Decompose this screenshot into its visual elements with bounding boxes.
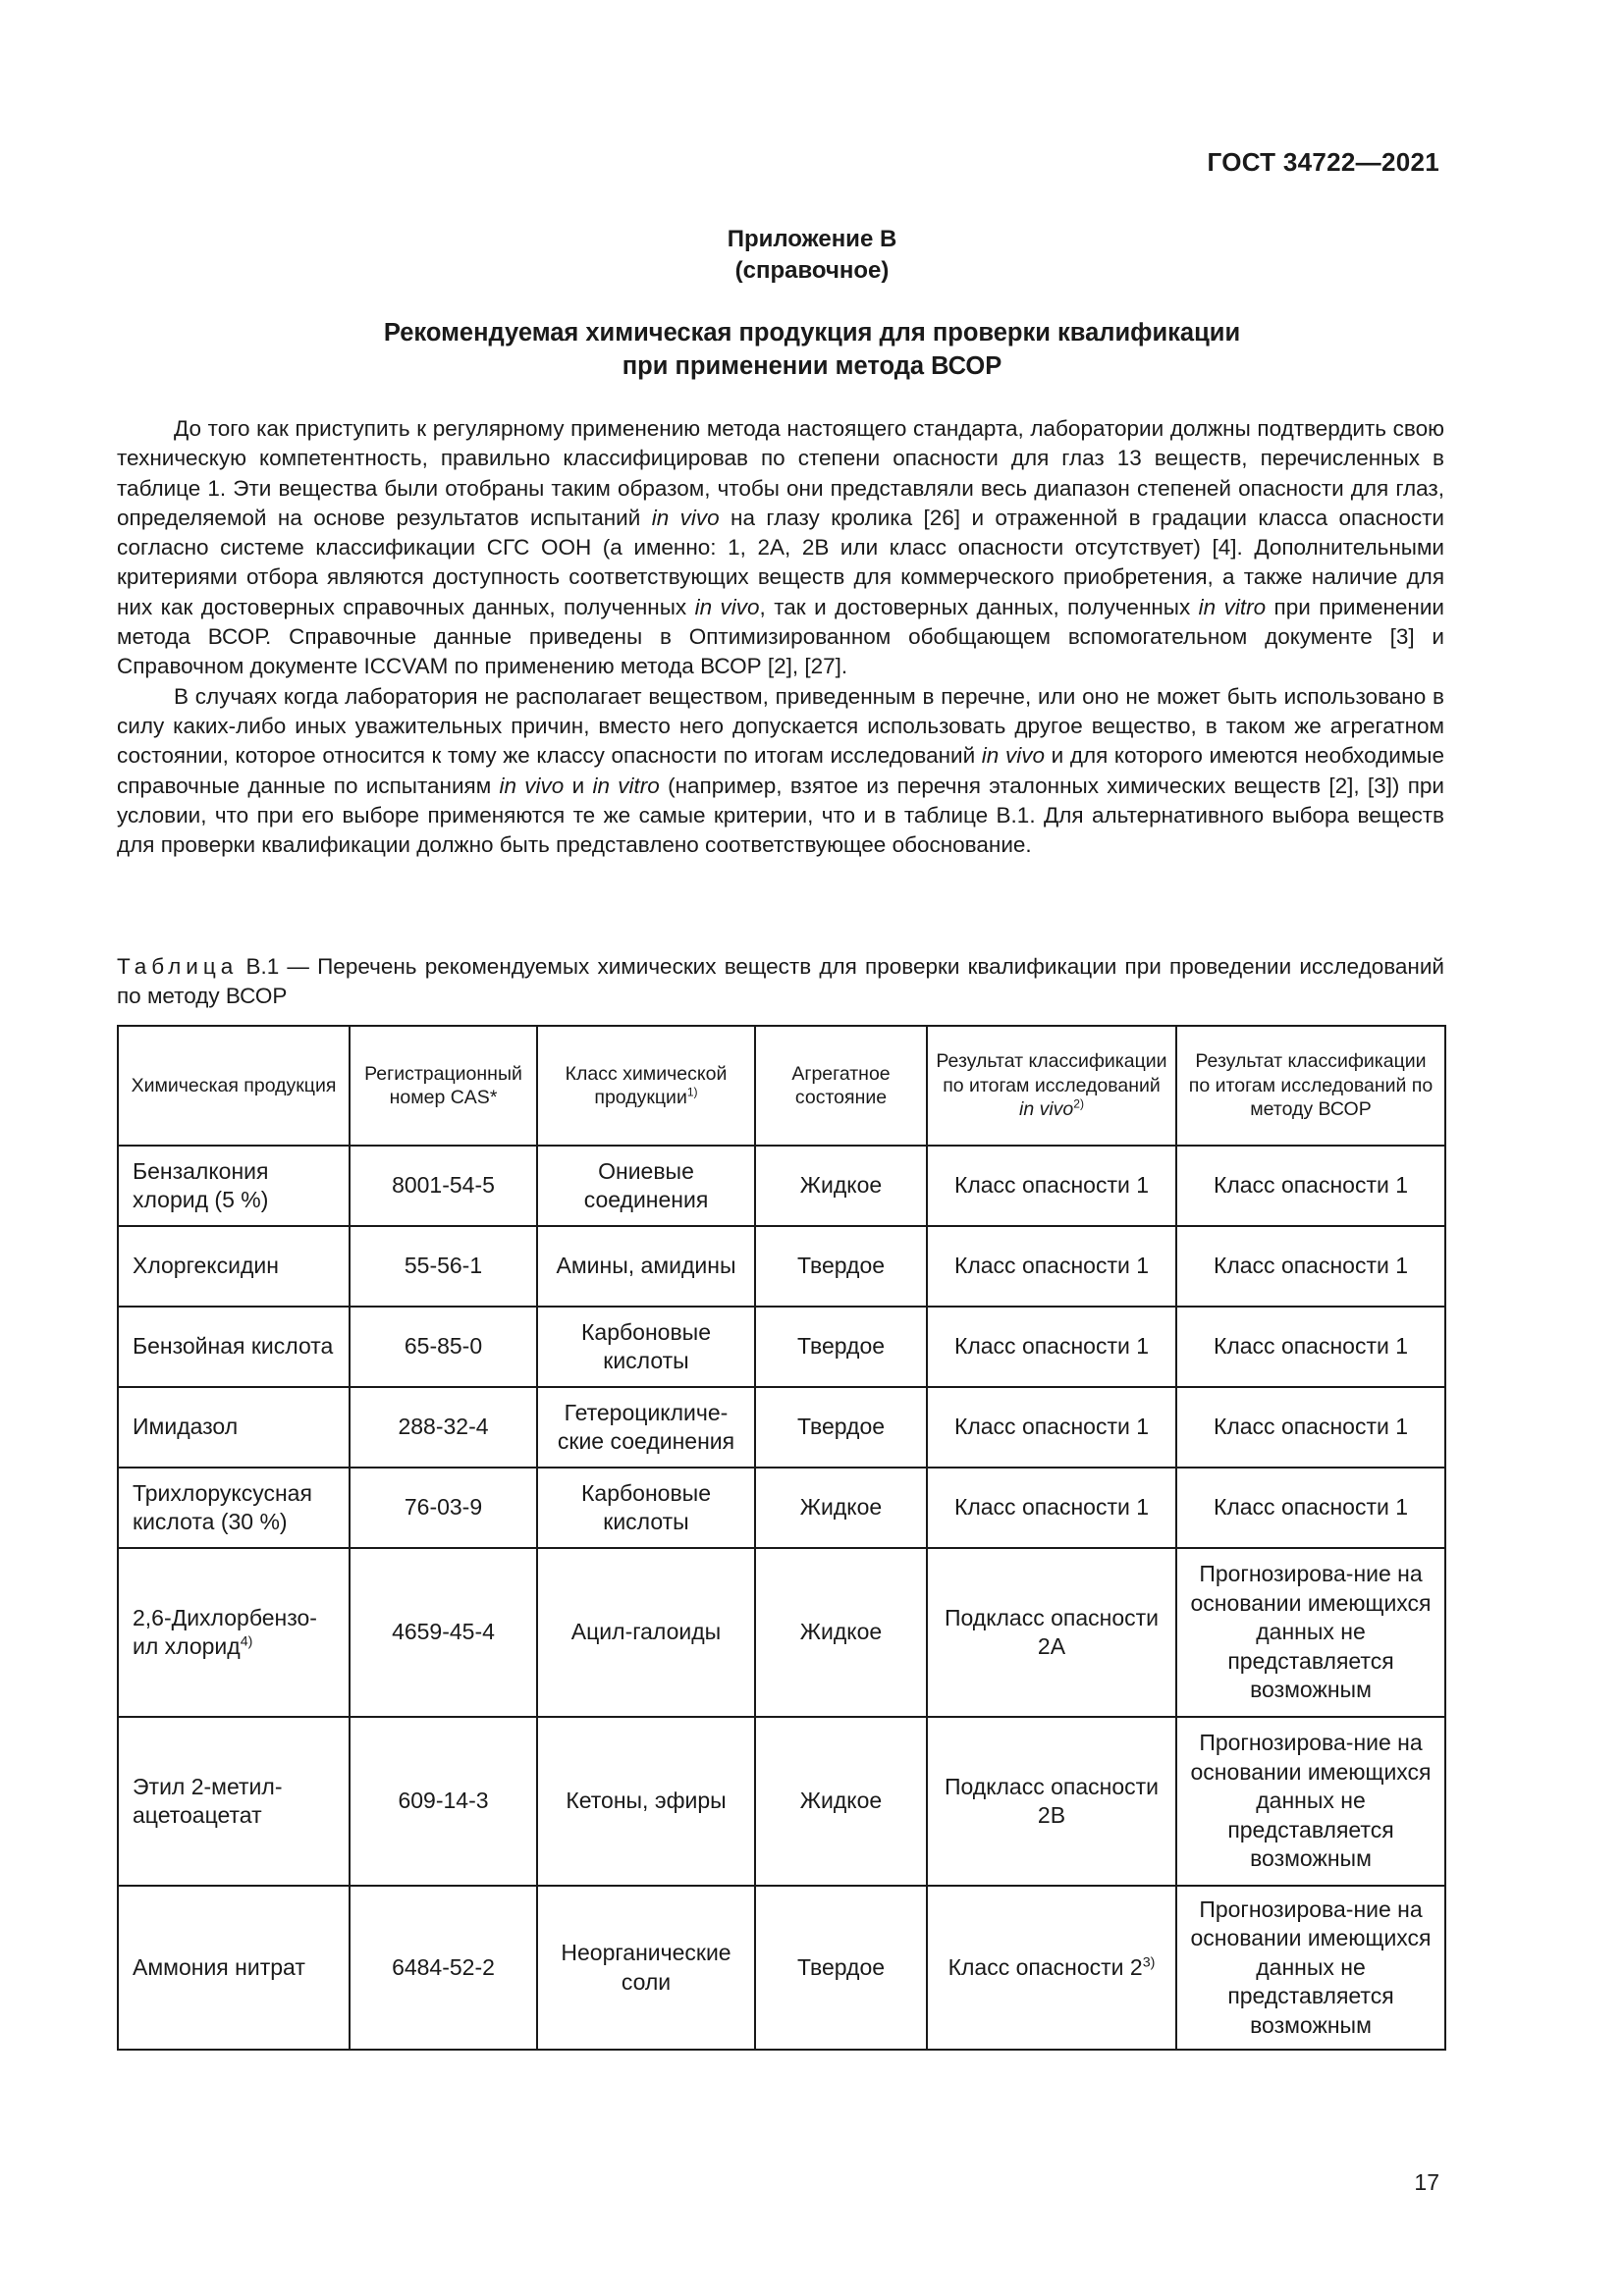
cell-in-vivo: Подкласс опасности 2А — [927, 1548, 1176, 1717]
section-title-line-1: Рекомендуемая химическая продукция для проверки квалификации — [383, 319, 1241, 347]
cell-state: Твердое — [755, 1307, 927, 1387]
header-chemical-class-text: Класс химической продукции — [565, 1062, 728, 1108]
paragraph-2 — [117, 682, 1444, 861]
text-run: (например, взятое из перечня эталонных химических веществ [2], [3]) при условии, что при его выборе применяются те же самые критерии, что и в таблице В.1. Для альтернативного выбора веществ для проверки квалификации должно быть представлено соответствующее обоснование. — [117, 773, 1444, 858]
cell-class: Ацил-галоиды — [537, 1548, 755, 1717]
cell-bcop: Прогнозирова-ние на основании имеющихся данных не представляется возможным — [1176, 1717, 1445, 1886]
cell-state: Твердое — [755, 1886, 927, 2050]
cell-class: Карбоновые кислоты — [537, 1307, 755, 1387]
cell-state: Жидкое — [755, 1717, 927, 1886]
cell-class: Карбоновые кислоты — [537, 1468, 755, 1548]
footnote-ref: 1) — [686, 1085, 698, 1099]
header-in-vivo-text: Результат классификации по итогам исследований — [936, 1050, 1167, 1096]
table-caption — [117, 952, 1444, 1011]
footnote-ref: 2) — [1073, 1096, 1085, 1111]
italic-term: in vivo — [981, 743, 1045, 769]
cell-cas: 55-56-1 — [350, 1226, 537, 1307]
italic-term: in vivo — [1018, 1098, 1074, 1121]
page-number: 17 — [1414, 2169, 1439, 2195]
cell-bcop: Класс опасности 1 — [1176, 1226, 1445, 1307]
cell-cas: 4659-45-4 — [350, 1548, 537, 1717]
cell-class: Гетероцикличе-ские соединения — [537, 1387, 755, 1468]
italic-term: in vivo — [694, 594, 760, 619]
table-row — [118, 1548, 1445, 1717]
cell-in-vivo: Класс опасности 1 — [927, 1146, 1176, 1226]
cell-class: Кетоны, эфиры — [537, 1717, 755, 1886]
italic-term: in vitro — [1198, 594, 1267, 619]
text-run: при применении метода ВСОР. Справочные данные приведены в Оптимизированном обобщающем вспомогательном документе [3] и Справочном документе ICCVAM по применению метода ВСОР [2], [27]. — [117, 594, 1444, 679]
appendix-heading — [0, 224, 1624, 287]
cell-state: Твердое — [755, 1387, 927, 1468]
cell-state: Жидкое — [755, 1468, 927, 1548]
cell-state: Жидкое — [755, 1548, 927, 1717]
cell-bcop: Класс опасности 1 — [1176, 1307, 1445, 1387]
cell-bcop: Класс опасности 1 — [1176, 1146, 1445, 1226]
italic-term: in vivo — [651, 505, 720, 530]
cell-bcop: Прогнозирова-ние на основании имеющихся данных не представляется возможным — [1176, 1886, 1445, 2050]
chemical-name-text: 2,6-Дихлорбензо-ил хлорид — [133, 1604, 317, 1659]
cell-in-vivo: Класс опасности 1 — [927, 1387, 1176, 1468]
cell-in-vivo: Подкласс опасности 2В — [927, 1717, 1176, 1886]
table-header-row — [118, 1026, 1445, 1146]
table-row — [118, 1226, 1445, 1307]
table-row — [118, 1468, 1445, 1548]
cell-in-vivo: Класс опасности 1 — [927, 1226, 1176, 1307]
cell-cas: 65-85-0 — [350, 1307, 537, 1387]
cell-bcop: Класс опасности 1 — [1176, 1468, 1445, 1548]
cell-chemical-name: Аммония нитрат — [118, 1886, 350, 2050]
cell-chemical-name: Бензойная кислота — [118, 1307, 350, 1387]
footnote-ref: 4) — [240, 1633, 253, 1650]
cell-chemical-name: Трихлоруксусная кислота (30 %) — [118, 1468, 350, 1548]
header-chemical-product: Химическая продукция — [118, 1026, 350, 1146]
italic-term: in vivo — [499, 773, 565, 798]
table-row — [118, 1387, 1445, 1468]
table-caption-label: Таблица — [117, 954, 239, 979]
cell-state: Жидкое — [755, 1146, 927, 1226]
cell-chemical-name: Бензалкония хлорид (5 %) — [118, 1146, 350, 1226]
header-chemical-class — [537, 1026, 755, 1146]
cell-cas: 609-14-3 — [350, 1717, 537, 1886]
header-bcop-result: Результат классификации по итогам исследований по методу ВСОР — [1176, 1026, 1445, 1146]
text-run: на глазу кролика [26] и отраженной в градации класса опасности согласно системе классификации СГС ООН (а именно: 1, 2А, 2В или класс опасности отсутствует) [4]. Дополнительными критериями отбора являются доступность соответствующих веществ для коммерческого приобретения, а также наличие для них как достоверных справочных данных, полученных — [117, 505, 1444, 619]
cell-bcop: Класс опасности 1 — [1176, 1387, 1445, 1468]
cell-cas: 8001-54-5 — [350, 1146, 537, 1226]
in-vivo-text: Класс опасности 2 — [947, 1953, 1143, 1980]
cell-chemical-name — [118, 1548, 350, 1717]
cell-cas: 6484-52-2 — [350, 1886, 537, 2050]
cell-state: Твердое — [755, 1226, 927, 1307]
cell-in-vivo: Класс опасности 1 — [927, 1468, 1176, 1548]
table-row — [118, 1717, 1445, 1886]
cell-chemical-name: Имидазол — [118, 1387, 350, 1468]
text-run: В случаях когда лаборатория не располагает веществом, приведенным в перечне, или оно не может быть использовано в силу каких-либо иных уважительных причин, вместо него допускается использовать другое вещество, в таком же агрегатном состоянии, которое относится к тому же классу опасности по итогам исследований — [117, 683, 1444, 769]
cell-cas: 288-32-4 — [350, 1387, 537, 1468]
body-text — [117, 414, 1444, 860]
text-run: До того как приступить к регулярному применению метода настоящего стандарта, лаборатории должны подтвердить свою техническую компетентность, правильно классифицировав по степени опасности для глаз 13 веществ, перечисленных в таблице 1. Эти вещества были отобраны таким образом, чтобы они представляли весь диапазон степеней опасности для глаз, определяемой на основе результатов испытаний — [117, 416, 1444, 530]
table-row — [118, 1307, 1445, 1387]
header-in-vivo-result — [927, 1026, 1176, 1146]
paragraph-1 — [117, 414, 1444, 682]
document-code: ГОСТ 34722—2021 — [1207, 147, 1439, 177]
cell-class: Ониевые соединения — [537, 1146, 755, 1226]
cell-in-vivo: Класс опасности 1 — [927, 1307, 1176, 1387]
header-physical-state: Агрегатное состояние — [755, 1026, 927, 1146]
cell-chemical-name: Этил 2-метил-ацетоацетат — [118, 1717, 350, 1886]
substances-table — [117, 1025, 1446, 2051]
appendix-subtitle: (справочное) — [734, 257, 890, 284]
table-caption-text: В.1 — Перечень рекомендуемых химических веществ для проверки квалификации при проведении исследований по методу ВСОР — [117, 954, 1444, 1008]
text-run: и — [564, 773, 593, 798]
table-row — [118, 1146, 1445, 1226]
footnote-ref: 3) — [1142, 1954, 1156, 1971]
appendix-title: Приложение В — [727, 226, 897, 252]
text-run: , так и достоверных данных, полученных — [759, 594, 1199, 619]
cell-class: Амины, амидины — [537, 1226, 755, 1307]
cell-chemical-name: Хлоргексидин — [118, 1226, 350, 1307]
header-cas-number: Регистрационный номер CAS* — [350, 1026, 537, 1146]
italic-term: in vitro — [592, 773, 660, 798]
cell-class: Неорганические соли — [537, 1886, 755, 2050]
text-run: и для которого имеются необходимые справочные данные по испытаниям — [117, 743, 1444, 798]
section-title-line-2: при применении метода ВСОР — [622, 352, 1002, 380]
cell-bcop: Прогнозирова-ние на основании имеющихся данных не представляется возможным — [1176, 1548, 1445, 1717]
section-title — [0, 316, 1624, 383]
cell-cas: 76-03-9 — [350, 1468, 537, 1548]
table-row — [118, 1886, 1445, 2050]
cell-in-vivo — [927, 1886, 1176, 2050]
